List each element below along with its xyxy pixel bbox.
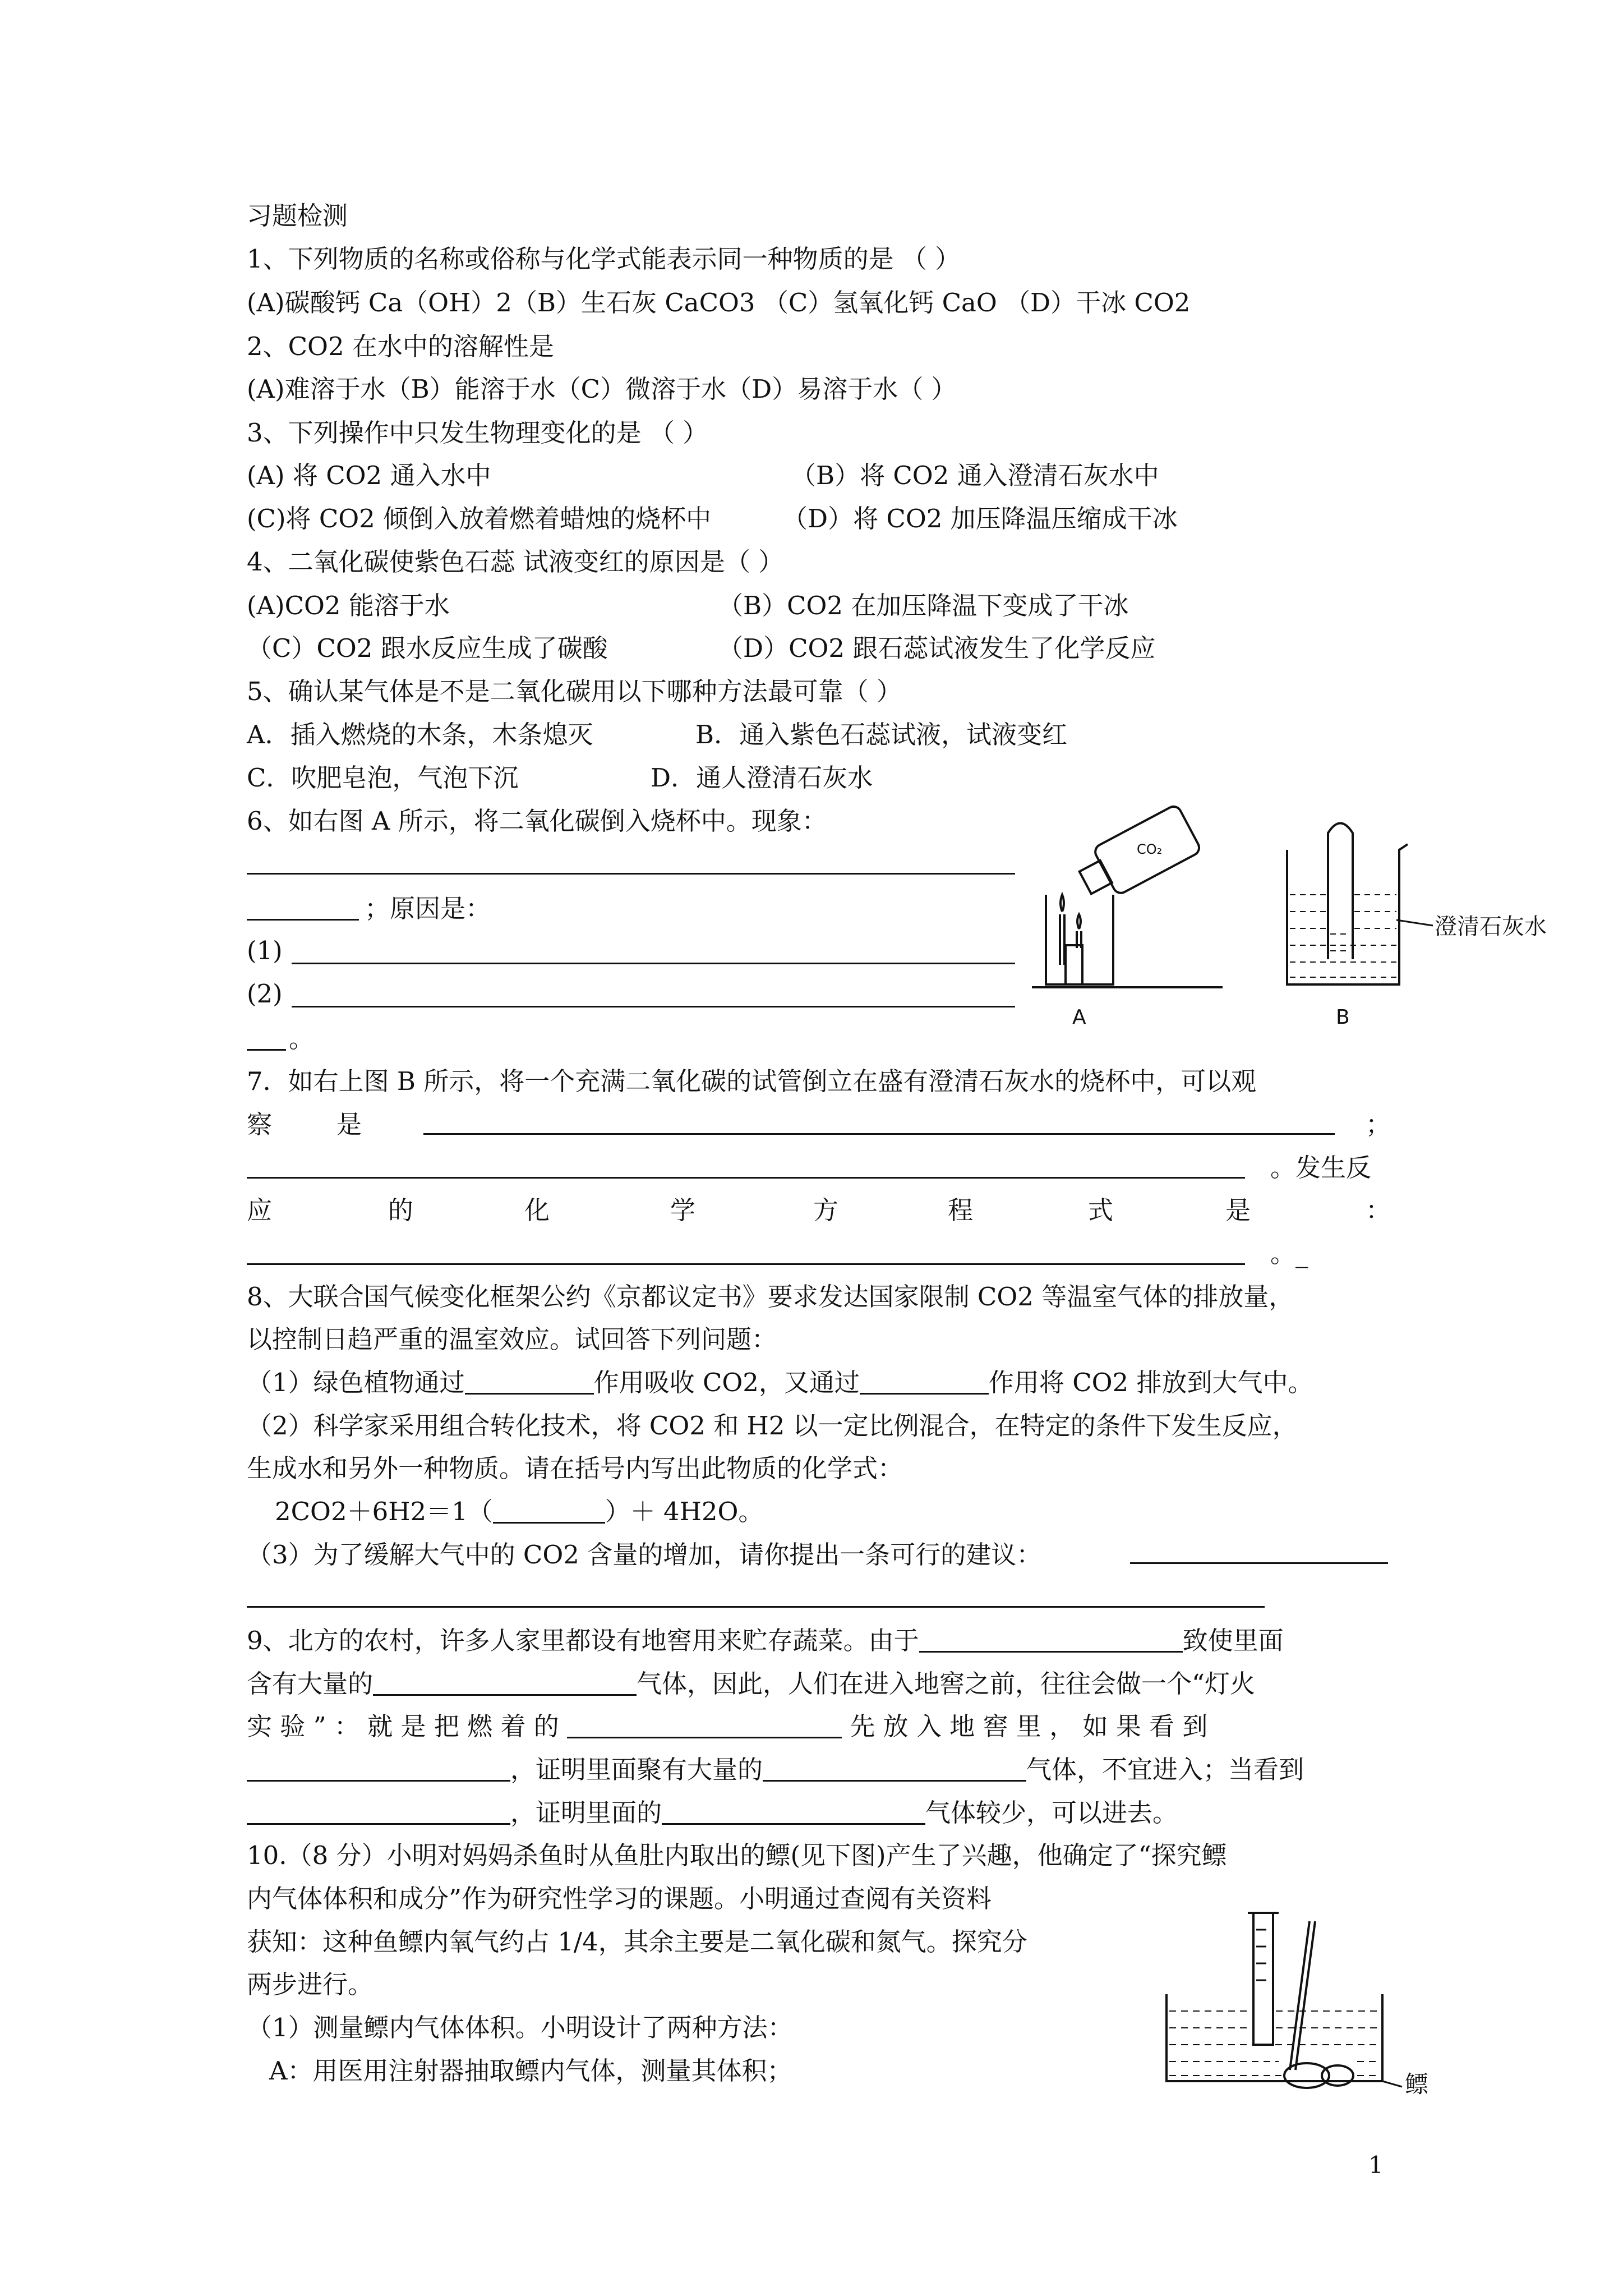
q7-char: 的 bbox=[388, 1195, 414, 1225]
q7-answer-blank[interactable] bbox=[247, 1263, 1245, 1265]
q5-stem: 5、确认某气体是不是二氧化碳用以下哪种方法最可靠（ ） bbox=[247, 677, 902, 706]
q7-char: 化 bbox=[524, 1195, 550, 1225]
q8-equation bbox=[275, 1495, 763, 1529]
q9-line-5 bbox=[247, 1796, 1178, 1830]
q6-end: 。 bbox=[289, 1024, 315, 1053]
q2-options: (A)难溶于水（B）能溶于水（C）微溶于水（D）易溶于水（ ） bbox=[247, 374, 957, 404]
q9-line-5-b: 气体较少，可以进去。 bbox=[925, 1798, 1178, 1828]
q9-line-2-b: 气体，因此，人们在进入地窖之前，往往会做一个“灯火 bbox=[637, 1669, 1256, 1699]
q9-line-1-a: 9、北方的农村，许多人家里都设有地窖用来贮存蔬菜。由于 bbox=[247, 1626, 919, 1655]
q8-part-1-b: 作用吸收 CO2，又通过 bbox=[593, 1368, 860, 1397]
q7-line-2-end: ； bbox=[1366, 1110, 1391, 1139]
q10-line-5: （1）测量鳔内气体体积。小明设计了两种方法： bbox=[247, 2013, 793, 2042]
q10-line-2: 内气体体积和成分”作为研究性学习的课题。小明通过查阅有关资料 bbox=[247, 1884, 992, 1913]
q3-option-a: (A) 将 CO2 通入水中 bbox=[247, 461, 491, 490]
q7-line-3-end: 。发生反 bbox=[1270, 1153, 1372, 1182]
figure-a-label: A bbox=[1072, 1006, 1086, 1029]
q9-blank[interactable] bbox=[662, 1801, 925, 1825]
q10-line-6: A：用医用注射器抽取鳔内气体，测量其体积； bbox=[269, 2056, 792, 2086]
q4-option-a: (A)CO2 能溶于水 bbox=[247, 591, 450, 620]
q7-char: 是 bbox=[1225, 1195, 1251, 1225]
q8-equation-left: 2CO2＋6H2＝1（ bbox=[275, 1497, 493, 1526]
q7-line-5-end: 。_ bbox=[1270, 1239, 1308, 1268]
q7-answer-blank[interactable] bbox=[247, 1177, 1245, 1179]
q4-stem: 4、二氧化碳使紫色石蕊 试液变红的原因是（ ） bbox=[247, 547, 784, 577]
figure-b-liquid bbox=[1290, 895, 1396, 977]
q8-part-2-a: （2）科学家采用组合转化技术，将 CO2 和 H2 以一定比例混合，在特定的条件下发生反应， bbox=[247, 1411, 1298, 1441]
figure-b-beaker-testtube bbox=[1287, 823, 1408, 985]
q6-answer-blank[interactable] bbox=[292, 963, 1015, 964]
q8-part-1-c: 作用将 CO2 排放到大气中。 bbox=[988, 1368, 1313, 1397]
q6-item-2-label: (2) bbox=[247, 979, 283, 1009]
q3-option-b: （B）将 CO2 通入澄清石灰水中 bbox=[791, 461, 1159, 490]
q7-answer-blank[interactable] bbox=[423, 1133, 1335, 1135]
figure-b-label: B bbox=[1336, 1006, 1350, 1029]
q1-stem: 1、下列物质的名称或俗称与化学式能表示同一种物质的是 （ ） bbox=[247, 244, 961, 274]
q9-line-2-a: 含有大量的 bbox=[247, 1669, 374, 1699]
q6-answer-blank[interactable] bbox=[292, 1006, 1015, 1007]
q5-option-c: C．吹肥皂泡，气泡下沉 bbox=[247, 763, 519, 793]
q10-line-1: 10.（8 分）小明对妈妈杀鱼时从鱼肚内取出的鳔(见下图)产生了兴趣，他确定了“探究鳔 bbox=[247, 1841, 1227, 1870]
q9-line-5-a: ，证明里面的 bbox=[510, 1798, 662, 1828]
figure-b-limewater-label: 澄清石灰水 bbox=[1435, 914, 1547, 940]
q7-char: 程 bbox=[948, 1195, 974, 1225]
q9-line-4-b: 气体，不宜进入；当看到 bbox=[1026, 1755, 1304, 1784]
q8-blank-photosynthesis[interactable] bbox=[465, 1370, 594, 1395]
q5-option-b: B．通入紫色石蕊试液，试液变红 bbox=[695, 720, 1068, 749]
q9-line-4 bbox=[247, 1753, 1304, 1787]
q9-line-3-b: 先 放 入 地 窖 里 ， 如 果 看 到 bbox=[850, 1711, 1208, 1741]
q9-blank[interactable] bbox=[763, 1757, 1026, 1782]
q9-line-3-a: 实 验 ” ： 就 是 把 燃 着 的 bbox=[247, 1711, 559, 1741]
q6-answer-blank[interactable] bbox=[247, 919, 359, 921]
page-number: 1 bbox=[1368, 2151, 1384, 2179]
q9-line-1 bbox=[247, 1624, 1284, 1658]
q7-char: 方 bbox=[813, 1195, 839, 1225]
q4-option-b: （B）CO2 在加压降温下变成了干冰 bbox=[718, 591, 1129, 620]
q7-line-4-end: ： bbox=[1366, 1195, 1391, 1225]
q8-part-1-a: （1）绿色植物通过 bbox=[247, 1368, 465, 1397]
q9-blank[interactable] bbox=[247, 1801, 510, 1825]
q8-blank-formula[interactable] bbox=[493, 1499, 605, 1524]
q8-answer-blank[interactable] bbox=[247, 1606, 1265, 1608]
q3-option-c: (C)将 CO2 倾倒入放着燃着蜡烛的烧杯中 bbox=[247, 504, 712, 533]
figure-a-bottle-label: CO₂ bbox=[1137, 841, 1163, 857]
q4-option-c: （C）CO2 跟水反应生成了碳酸 bbox=[247, 633, 608, 663]
q9-line-2 bbox=[247, 1667, 1255, 1701]
q10-line-3: 获知：这种鱼鳔内氧气约占 1/4，其余主要是二氧化碳和氮气。探究分 bbox=[247, 1927, 1027, 1957]
q7-char: 察 bbox=[247, 1110, 273, 1139]
q9-blank[interactable] bbox=[919, 1628, 1183, 1653]
figure-swim-bladder-label: 鳔 bbox=[1405, 2070, 1429, 2098]
q10-line-4: 两步进行。 bbox=[247, 1970, 374, 1999]
q8-part-1 bbox=[247, 1366, 1313, 1400]
q8-blank-respiration[interactable] bbox=[860, 1370, 989, 1395]
q7-char: 是 bbox=[336, 1110, 362, 1139]
q6-stem: 6、如右图 A 所示，将二氧化碳倒入烧杯中。现象： bbox=[247, 806, 827, 836]
q8-part-3: （3）为了缓解大气中的 CO2 含量的增加，请你提出一条可行的建议： bbox=[247, 1540, 1042, 1570]
q5-option-a: A．插入燃烧的木条，木条熄灭 bbox=[247, 720, 593, 749]
q8-line-2: 以控制日趋严重的温室效应。试回答下列问题： bbox=[247, 1324, 777, 1354]
q6-answer-blank[interactable] bbox=[247, 1049, 286, 1051]
q8-equation-right: ）＋ 4H2O。 bbox=[605, 1497, 764, 1526]
q6-item-1-label: (1) bbox=[247, 936, 283, 965]
q6-reason-label: ；原因是： bbox=[365, 894, 491, 923]
q9-blank[interactable] bbox=[567, 1714, 842, 1738]
q7-char: 学 bbox=[670, 1195, 696, 1225]
q2-stem: 2、CO2 在水中的溶解性是 bbox=[247, 332, 554, 361]
q3-stem: 3、下列操作中只发生物理变化的是 （ ） bbox=[247, 418, 708, 448]
q8-line-1: 8、大联合国气候变化框架公约《京都议定书》要求发达国家限制 CO2 等温室气体的排放量， bbox=[247, 1282, 1294, 1312]
q6-answer-blank[interactable] bbox=[247, 873, 1015, 875]
q7-line-1: 7．如右上图 B 所示，将一个充满二氧化碳的试管倒立在盛有澄清石灰水的烧杯中，可以观 bbox=[247, 1066, 1257, 1096]
q4-option-d: （D）CO2 跟石蕊试液发生了化学反应 bbox=[718, 633, 1156, 663]
q9-blank[interactable] bbox=[247, 1757, 510, 1782]
figure-a-b bbox=[1021, 797, 1570, 1032]
q9-line-3 bbox=[247, 1710, 1207, 1743]
q8-part-2-b: 生成水和另外一种物质。请在括号内写出此物质的化学式： bbox=[247, 1453, 903, 1483]
figure-swim-bladder bbox=[1155, 1907, 1447, 2109]
section-heading: 习题检测 bbox=[247, 201, 348, 231]
q5-option-d: D．通人澄清石灰水 bbox=[651, 763, 873, 793]
q7-char: 应 bbox=[247, 1195, 273, 1225]
figure-a-beaker-candles bbox=[1032, 804, 1223, 987]
q1-options: (A)碳酸钙 Ca（OH）2（B）生石灰 CaCO3 （C）氢氧化钙 CaO （D）干冰 CO2 bbox=[247, 288, 1191, 318]
q9-blank[interactable] bbox=[373, 1672, 637, 1696]
q9-line-4-a: ，证明里面聚有大量的 bbox=[510, 1755, 763, 1784]
q8-answer-blank[interactable] bbox=[1130, 1562, 1388, 1564]
q9-line-1-b: 致使里面 bbox=[1182, 1626, 1284, 1655]
q7-char: 式 bbox=[1088, 1195, 1114, 1225]
q3-option-d: （D）将 CO2 加压降温压缩成干冰 bbox=[782, 504, 1178, 533]
